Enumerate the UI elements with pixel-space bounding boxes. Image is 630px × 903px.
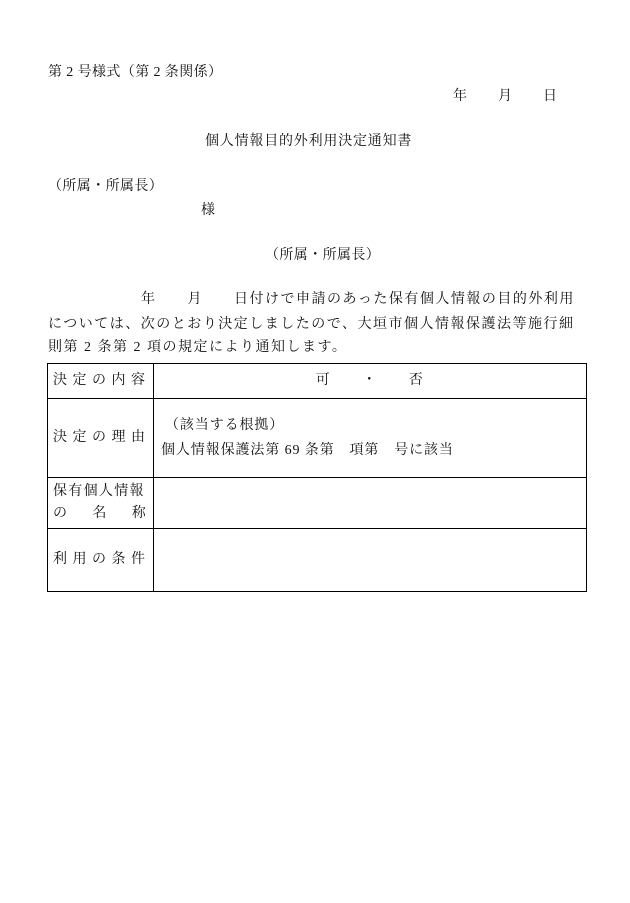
table-row-information-name xyxy=(48,478,587,529)
table-row-decision-content xyxy=(48,364,587,399)
table-row-decision-reason xyxy=(48,399,587,478)
reason-basis-text: 個人情報保護法第 69 条第 項第 号に該当 xyxy=(161,443,454,458)
row-label-text: 利 用 の 条 件 xyxy=(53,552,146,567)
sender-affiliation: （所属・所属長） xyxy=(265,248,381,263)
body-text-line: 年 月 日付けで申請のあった保有個人情報の目的外利用 xyxy=(141,292,575,307)
document-title: 個人情報目的外利用決定通知書 xyxy=(205,134,413,149)
row-value-information-name xyxy=(154,478,587,529)
row-label-usage-conditions xyxy=(48,529,154,592)
row-label-decision-reason xyxy=(48,399,154,478)
row-label-text: 決 定 の 理 由 xyxy=(53,430,146,445)
recipient-affiliation: （所属・所属長） xyxy=(48,179,164,194)
body-text-line: については、次のとおり決定しましたので、大垣市個人情報保護法等施行細 xyxy=(48,317,575,332)
row-label-information-name xyxy=(48,478,154,529)
reason-basis-heading: （該当する根拠） xyxy=(165,418,285,433)
body-text-line: 則第 2 条第 2 項の規定により通知します。 xyxy=(48,340,348,355)
recipient-honorific: 様 xyxy=(201,203,215,218)
form-number: 第 2 号様式（第 2 条関係） xyxy=(48,65,223,80)
row-label-text: の 名 称 xyxy=(53,506,152,521)
row-value-usage-conditions xyxy=(154,529,587,592)
date-line: 年 月 日 xyxy=(453,89,558,104)
row-label-text: 保有個人情報 xyxy=(53,484,145,499)
decision-table xyxy=(47,363,587,592)
row-value-decision-content: 可 ・ 否 xyxy=(154,364,587,399)
row-label-text: 決 定 の 内 容 xyxy=(53,373,146,388)
row-label-decision-content xyxy=(48,364,154,399)
row-value-decision-reason xyxy=(154,399,587,478)
table-row-usage-conditions xyxy=(48,529,587,592)
